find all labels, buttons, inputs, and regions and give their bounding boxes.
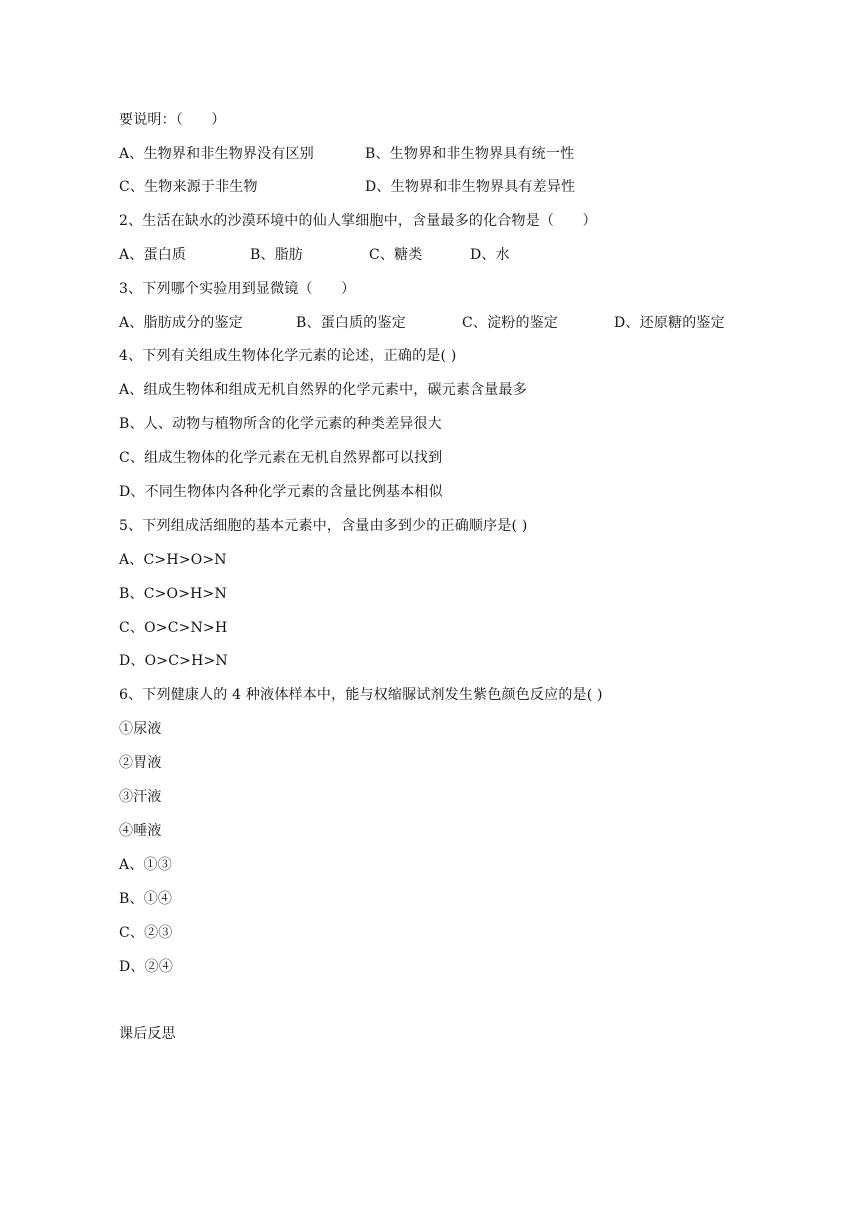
q6-option-d: D、②④: [119, 959, 174, 975]
q1-option-d: D、生物界和非生物界具有差异性: [365, 179, 576, 195]
q4-option-b: B、人、动物与植物所含的化学元素的种类差异很大: [119, 416, 442, 432]
q1-option-a: A、生物界和非生物界没有区别: [119, 146, 314, 162]
q6-option-b: B、①④: [119, 891, 173, 907]
q6-sample-4: ④唾液: [119, 823, 162, 839]
q6-sample-3: ③汗液: [119, 789, 162, 805]
q4-option-c: C、组成生物体的化学元素在无机自然界都可以找到: [119, 450, 443, 466]
q4-stem: 4、下列有关组成生物体化学元素的论述，正确的是( ): [119, 348, 457, 364]
q3-option-b: B、蛋白质的鉴定: [296, 315, 406, 331]
q3-option-a: A、脂肪成分的鉴定: [119, 315, 243, 331]
q5-option-d: D、O>C>H>N: [119, 653, 228, 669]
q1-options-row-2: [119, 177, 739, 197]
q4-option-a: A、组成生物体和组成无机自然界的化学元素中，碳元素含量最多: [119, 382, 527, 398]
q2-options: [119, 245, 739, 265]
q1-options-row-1: [119, 144, 739, 164]
q1-option-b: B、生物界和非生物界具有统一性: [365, 146, 575, 162]
q2-option-b: B、脂肪: [250, 247, 304, 263]
q6-sample-2: ②胃液: [119, 755, 162, 771]
q5-stem: 5、下列组成活细胞的基本元素中，含量由多到少的正确顺序是( ): [119, 518, 528, 534]
q3-options: [119, 313, 749, 333]
q6-option-a: A、①③: [119, 857, 172, 873]
footer-heading: 课后反思: [119, 1026, 176, 1042]
q2-option-c: C、糖类: [369, 247, 423, 263]
q4-option-d: D、不同生物体内各种化学元素的含量比例基本相似: [119, 484, 443, 500]
q3-option-c: C、淀粉的鉴定: [462, 315, 559, 331]
q1-option-c: C、生物来源于非生物: [119, 179, 258, 195]
q5-option-b: B、C>O>H>N: [119, 586, 227, 602]
q2-option-a: A、蛋白质: [119, 247, 187, 263]
q3-option-d: D、还原糖的鉴定: [614, 315, 725, 331]
q6-sample-1: ①尿液: [119, 721, 162, 737]
q6-stem: 6、下列健康人的 4 种液体样本中，能与权缩脲试剂发生紫色颜色反应的是( ): [119, 687, 603, 703]
q3-stem: 3、下列哪个实验用到显微镜（ ）: [119, 281, 356, 297]
q5-option-c: C、O>C>N>H: [119, 620, 228, 636]
q5-option-a: A、C>H>O>N: [119, 552, 227, 568]
q2-option-d: D、水: [470, 247, 510, 263]
q6-option-c: C、②③: [119, 925, 173, 941]
intro-line: 要说明：（ ）: [119, 112, 226, 128]
q2-stem: 2、生活在缺水的沙漠环境中的仙人掌细胞中，含量最多的化合物是（ ）: [119, 213, 597, 229]
